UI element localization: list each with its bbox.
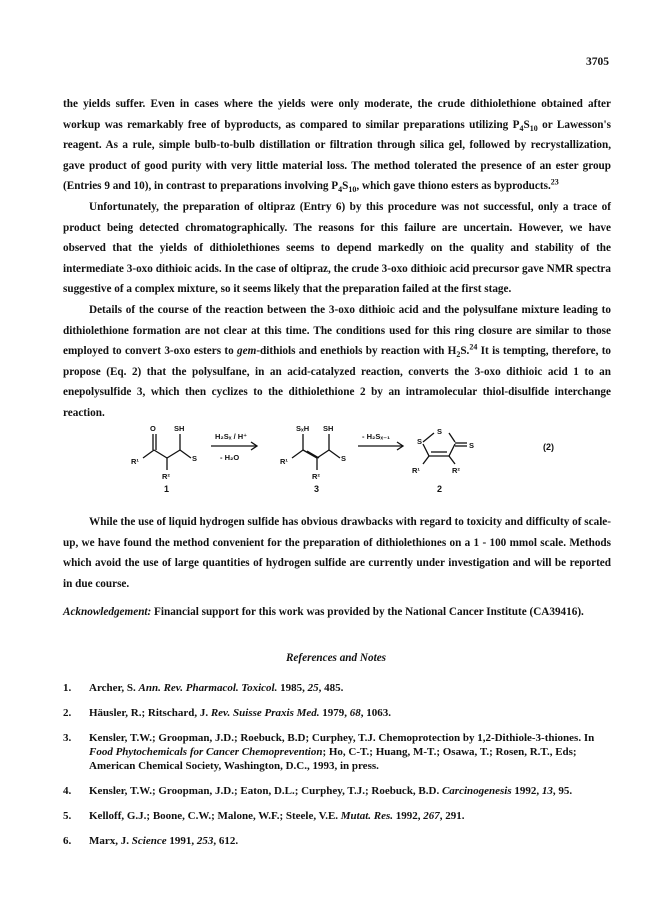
reference-text [89,835,238,847]
atom-sxh: SₓH [296,424,310,433]
reference-item [63,834,611,848]
equation-number: (2) [543,442,554,452]
atom-o: O [150,424,156,433]
text-run: Kensler, T.W.; Groopman, J.D.; Roebuck, B.D; Curphey, T.J. Chemoprotection by 1,2-Dithiole-3-thiones. In [89,732,595,744]
text-run: 68 [349,707,361,719]
reference-number: 5. [63,810,72,822]
text-run: 1985, [277,682,308,694]
acknowledgement-text: Financial support for this work was provided by the National Cancer Institute (CA39416). [151,606,584,618]
text-run: 23 [550,177,559,187]
text-run: -dithiols and enethiols by reaction with H [256,345,457,358]
text-run: Rev. Suisse Praxis Med. [210,707,320,719]
paragraph-1 [63,94,611,197]
text-run: , 95. [552,785,573,797]
atom-r1-3: R¹ [280,457,288,466]
compound-3-label: 3 [314,484,320,494]
text-run: 1991, [166,835,197,847]
text-run: , 1063. [360,707,392,719]
text-run: Science [131,835,167,847]
text-run: 2 [456,350,461,360]
atom-s-thione: S [469,441,475,450]
text-run: 24 [469,342,478,352]
references-heading: References and Notes [285,652,387,664]
text-run: or Lawesson's reagent. As a rule, simple bulb-to-bulb distillation or filtration through silica gel, followed by recrystallization, gave product of good purity with very little material loss. The method tolerated the presence of an ester group (Entries 9 and 10), in contrast to preparations involving P [63,118,611,193]
text-run: Mutat. Res. [340,810,394,822]
reference-item [63,809,611,823]
closing-paragraph: While the use of liquid hydrogen sulfide has obvious drawbacks with regard to toxicity and difficulty of scale-up, we have found the method convenient for the preparation of dithiolethiones on a 1 - 100 mmol scale. Methods which avoid the use of large quantities of hydrogen sulfide are currently under investigation and will be reported in due course. [63,516,611,590]
atom-r2-1: R² [162,472,170,481]
text-run: , 291. [439,810,465,822]
reference-item [63,731,611,773]
text-run: Details of the course of the reaction between the 3-oxo dithioic acid and the polysulfane mixture leading to dithiolethione formation are not clear at this time. The conditions used for this ring closure are similar to those employed to convert 3-oxo esters to [63,303,611,358]
reference-text [89,707,391,719]
text-run: 13 [541,785,553,797]
compound-2-label: 2 [437,484,443,494]
paragraph-3 [63,300,611,424]
reference-item [63,681,611,695]
reference-text [89,682,343,694]
references-list [63,681,611,859]
body-text [63,94,611,424]
atom-sh-3: SH [323,424,334,433]
text-run: Häusler, R.; Ritschard, J. [89,707,211,719]
text-run: the yields suffer. Even in cases where the yields were only moderate, the crude dithiolethione obtained after workup was remarkably free of byproducts, as compared to similar preparations utilizing P [63,98,611,131]
paragraph-2 [63,197,611,300]
text-run: , 485. [318,682,344,694]
text-run: Kensler, T.W.; Groopman, J.D.; Eaton, D.L.; Curphey, T.J.; Roebuck, B.D. [89,785,442,797]
reference-item [63,784,611,798]
reference-text [89,785,572,797]
atom-r2-2: R² [452,466,460,475]
reference-number: 4. [63,785,72,797]
reference-number: 1. [63,682,72,694]
reference-item [63,706,611,720]
reference-text [89,732,594,772]
arrow-1-reagent: H₂Sₓ / H⁺ [215,432,248,441]
text-run: 25 [307,682,319,694]
acknowledgement [63,606,611,618]
text-run: 4 [338,185,343,195]
reaction-scheme [63,420,611,496]
text-run: S [523,118,530,131]
text-run: 1979, [319,707,350,719]
atom-r1-2: R¹ [412,466,420,475]
text-run: S. [460,345,470,358]
text-run: , 612. [213,835,239,847]
text-run: 253 [196,835,214,847]
atom-r1-1: R¹ [131,457,139,466]
atom-s-ring-2: S [437,427,443,436]
atom-sh-1: SH [174,424,185,433]
closing-paragraph-block [63,512,611,594]
text-run: , which gave thiono esters as byproducts. [356,180,551,193]
text-run: gem [237,345,257,358]
atom-r2-3: R² [312,472,320,481]
reference-number: 6. [63,835,72,847]
atom-s-1: S [192,454,198,463]
text-run: Ann. Rev. Pharmacol. Toxicol. [138,682,278,694]
text-run: Archer, S. [89,682,139,694]
compound-1-label: 1 [164,484,170,494]
text-run: 1992, [511,785,542,797]
text-run: 10 [348,185,357,195]
text-run: It is tempting, therefore, to propose (Eq. 2) that the polysulfane, in an acid-catalyzed reaction, converts the 3-oxo dithioic acid 1 to an enepolysulfide 3, which then cyclizes to the dithiolethione 2 by an intramolecular thiol-disulfide interchange reaction. [63,345,612,419]
text-run: 4 [519,123,524,133]
text-run: Carcinogenesis [441,785,512,797]
text-run: 267 [423,810,440,822]
reference-text [89,810,465,822]
atom-s-ring-1: S [417,437,423,446]
text-run: Kelloff, G.J.; Boone, C.W.; Malone, W.F.; Steele, V.E. [89,810,341,822]
arrow-1-byproduct: - H₂O [220,453,240,462]
text-run: Marx, J. [89,835,132,847]
page-number: 3705 [586,56,609,68]
text-run: Food Phytochemicals for Cancer Chemoprevention [89,746,323,758]
text-run: 1992, [393,810,424,822]
text-run: S [342,180,349,193]
text-run: Unfortunately, the preparation of oltipraz (Entry 6) by this procedure was not successful, only a trace of product being detected chromatographically. The reasons for this failure are uncertain. However, we have observed that the yields of dithiolethiones seems to depend markedly on the quality and stability of the intermediate 3-oxo dithioic acids. In the case of oltipraz, the crude 3-oxo dithioic acid precursor gave NMR spectra suggestive of a complex mixture, so it seems likely that the preparation failed at the first stage. [63,200,611,296]
text-run: 10 [529,123,538,133]
text-run: ; Ho, C-T.; Huang, M-T.; Osawa, T.; Rosen, R.T., Eds; American Chemical Society, Washington, D.C., 1993, in press. [89,746,577,772]
arrow-2-byproduct: - H₂Sₓ₋₁ [362,432,391,441]
reference-number: 3. [63,732,72,744]
acknowledgement-label: Acknowledgement: [63,606,152,618]
reference-number: 2. [63,707,72,719]
atom-s-3: S [341,454,347,463]
